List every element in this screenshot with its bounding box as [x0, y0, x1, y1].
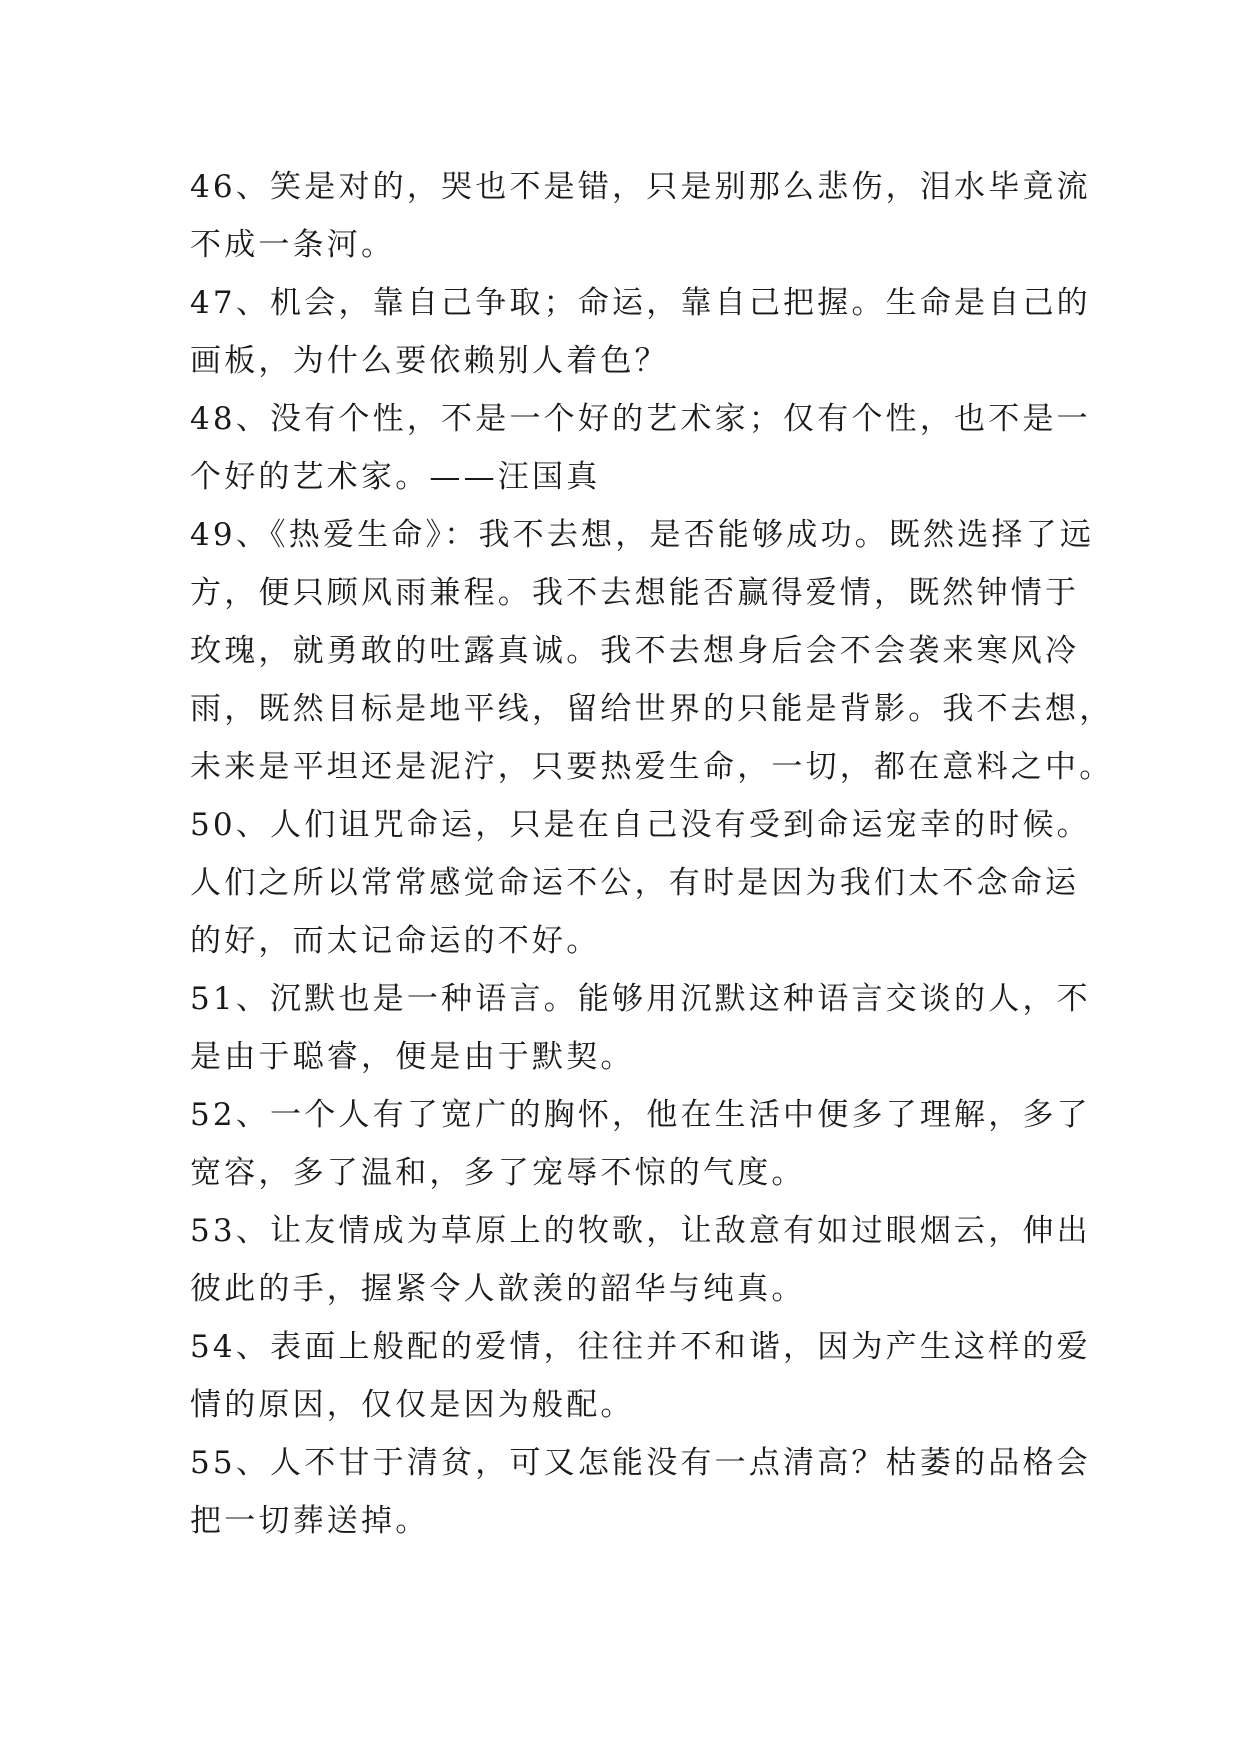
quote-50 — [190, 796, 1091, 970]
text-line: 50、人们诅咒命运，只是在自己没有受到命运宠幸的时候。 — [190, 807, 1091, 843]
quote-49 — [190, 506, 1114, 796]
quote-55 — [190, 1434, 1091, 1550]
text-line: 人们之所以常常感觉命运不公，有时是因为我们太不念命运 — [190, 865, 1080, 901]
document-body — [190, 158, 1114, 1550]
text-line: 55、人不甘于清贫，可又怎能没有一点清高？枯萎的品格会 — [190, 1445, 1091, 1481]
quote-53 — [190, 1202, 1091, 1318]
text-line: 47、机会，靠自己争取；命运，靠自己把握。生命是自己的 — [190, 285, 1091, 321]
quote-46 — [190, 158, 1091, 274]
text-line: 51、沉默也是一种语言。能够用沉默这种语言交谈的人，不 — [190, 981, 1091, 1017]
text-line: 画板，为什么要依赖别人着色？ — [190, 343, 669, 379]
text-line: 53、让友情成为草原上的牧歌，让敌意有如过眼烟云，伸出 — [190, 1213, 1091, 1249]
text-line: 49、《热爱生命》：我不去想，是否能够成功。既然选择了远 — [190, 517, 1095, 553]
text-line: 彼此的手，握紧令人歆羡的韶华与纯真。 — [190, 1271, 806, 1307]
text-line: 宽容，多了温和，多了宠辱不惊的气度。 — [190, 1155, 806, 1191]
text-line: 个好的艺术家。——汪国真 — [190, 459, 601, 495]
text-line: 48、没有个性，不是一个好的艺术家；仅有个性，也不是一 — [190, 401, 1091, 437]
quote-51 — [190, 970, 1091, 1086]
quote-47 — [190, 274, 1091, 390]
text-line: 把一切葬送掉。 — [190, 1503, 430, 1539]
quote-52 — [190, 1086, 1091, 1202]
text-line: 54、表面上般配的爱情，往往并不和谐，因为产生这样的爱 — [190, 1329, 1091, 1365]
quote-48 — [190, 390, 1091, 506]
quote-54 — [190, 1318, 1091, 1434]
text-line: 的好，而太记命运的不好。 — [190, 923, 601, 959]
text-line: 雨，既然目标是地平线，留给世界的只能是背影。我不去想， — [190, 691, 1114, 727]
text-line: 未来是平坦还是泥泞，只要热爱生命，一切，都在意料之中。 — [190, 749, 1114, 785]
text-line: 是由于聪睿，便是由于默契。 — [190, 1039, 635, 1075]
text-line: 52、一个人有了宽广的胸怀，他在生活中便多了理解，多了 — [190, 1097, 1091, 1133]
text-line: 情的原因，仅仅是因为般配。 — [190, 1387, 635, 1423]
text-line: 不成一条河。 — [190, 227, 396, 263]
text-line: 玫瑰，就勇敢的吐露真诚。我不去想身后会不会袭来寒风冷 — [190, 633, 1080, 669]
text-line: 方，便只顾风雨兼程。我不去想能否赢得爱情，既然钟情于 — [190, 575, 1080, 611]
text-line: 46、笑是对的，哭也不是错，只是别那么悲伤，泪水毕竟流 — [190, 169, 1091, 205]
